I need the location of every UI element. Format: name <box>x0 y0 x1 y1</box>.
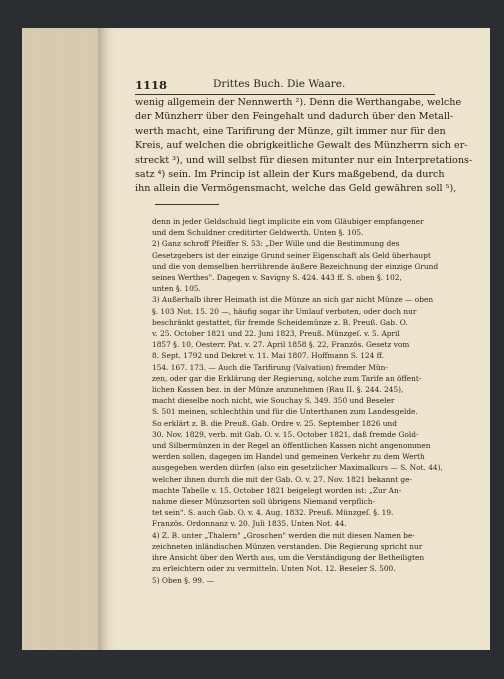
footnote-line: 1857 §. 10, Oesterr. Pat. v. 27. April 1858 §. 22, Französ. Gesetz vom <box>152 340 410 350</box>
footnote-line: machte Tabelle v. 15. October 1821 beigelegt worden ist: „Zur An- <box>152 485 402 495</box>
body-line: der Münzherr über den Feingehalt und dadurch über den Metall- <box>135 111 454 123</box>
body-line: streckt ³), und will selbst für diesen mitunter nur ein Interpretations- <box>135 154 473 166</box>
body-line: satz ⁴) sein. Im Princip ist allein der Kurs maßgebend, da durch <box>135 169 445 181</box>
header-rule <box>135 94 435 95</box>
footnote-line: und die von demselben herrührende äußere Bezeichnung der einzige Grund <box>152 261 439 271</box>
footnote-line: zen, oder gar die Erklärung der Regierung, solche zum Tarife an öffent- <box>152 373 422 383</box>
footnote-line: ihre Ansicht über den Werth aus, um die Verständigung der Betheiligten <box>152 553 425 563</box>
body-line: werth macht, eine Tarifirung der Münze, gilt immer nur für den <box>135 125 446 137</box>
footnote-line: beschränkt gestattet, für fremde Scheidemünze z. B. Preuß. Gab. O. <box>152 317 408 327</box>
footnote-line: v. 25. October 1821 und 22. Juni 1823, Preuß. Münzgeſ. v. 5. April <box>152 329 400 339</box>
footnote-line: unten §. 105. <box>152 284 201 294</box>
footnote-line: 30. Nov. 1829, verb. mit Gab. O. v. 15. October 1821, daß fremde Gold- <box>152 429 419 439</box>
footnote-line: 2) Ganz schroff Pfeiffer S. 53: „Der Wille und die Bestimmung des <box>152 239 400 249</box>
footnote-line: S. 501 meinen, schlechthin und für die Unterthanen zum Landesgelde. <box>152 407 418 417</box>
main-text <box>135 96 473 197</box>
page-number: 1118 <box>135 78 168 92</box>
footnote-line: 154. 167. 173. — Auch die Tarifirung (Valvation) fremder Mün- <box>152 362 388 372</box>
footnote-line: 5) Oben §. 99. — <box>152 575 215 585</box>
footnotes <box>152 216 460 586</box>
footnote-line: tet sein". S. auch Gab. O. v. 4. Aug. 1832. Preuß. Münzgeſ. §. 19. <box>152 508 394 518</box>
footnote-line: denn in jeder Geldschuld liegt implicite ein vom Gläubiger empfangener <box>152 217 424 226</box>
footnote-line: seines Werthes". Dagegen v. Savigny S. 424. 443 ff. S. oben §. 102, <box>152 273 402 283</box>
footnote-line: werden sollen, dagegen im Handel und gemeinen Verkehr zu dem Werth <box>152 452 425 462</box>
footnote-line: ausgegeben werden dürfen (also ein gesetzlicher Maximalkurs — S. Not. 44), <box>152 463 443 473</box>
running-head-title: Drittes Buch. Die Waare. <box>213 78 346 90</box>
body-line: wenig allgemein der Nennwerth ²). Denn die Werthangabe, welche <box>135 97 462 108</box>
footnote-line: Gesetzgebers ist der einzige Grund seiner Eigenschaft als Geld überhaupt <box>152 250 431 260</box>
footnote-line: 4) Z. B. unter „Thalern" „Groschen" werden die mit diesen Namen be- <box>152 530 415 540</box>
page-edges <box>22 28 99 650</box>
footnote-line: und dem Schuldner creditirter Geldwerth. Unten §. 105. <box>152 228 364 238</box>
footnote-line: zu erleichtern oder zu vermitteln. Unten Not. 12. Beseler S. 500. <box>152 564 396 574</box>
body-line: Kreis, auf welchen die obrigkeitliche Gewalt des Münzherrn sich er- <box>135 140 468 152</box>
footnote-line: 8. Sept. 1792 und Dekret v. 11. Mai 1807. Hoffmann S. 124 ff. <box>152 351 385 361</box>
footnote-rule <box>155 204 219 205</box>
footnote-line: So erklärt z. B. die Preuß. Gab. Ordre v. 25. September 1826 und <box>152 418 398 428</box>
footnote-line: nahme dieser Münzsorten soll übrigens Niemand verpflich- <box>152 497 376 507</box>
footnote-line: Französ. Ordonnanz v. 20. Juli 1835. Unten Not. 44. <box>152 519 347 529</box>
running-header <box>135 78 435 92</box>
body-line: ihn allein die Vermögensmacht, welche das Geld gewähren soll ⁵), <box>135 183 457 195</box>
footnote-line: macht dieselbe noch nicht, wie Souchay S. 349. 350 und Beseler <box>152 396 395 406</box>
footnote-line: 3) Außerhalb ihrer Heimath ist die Münze an sich gar nicht Münze — oben <box>152 295 434 305</box>
footnote-line: und Silbermünzen in der Regel an öffentlichen Kassen nicht angenommen <box>152 441 431 451</box>
footnote-line: lichen Kassen bez. in der Münze anzunehmen (Rau II. §. 244. 245), <box>152 385 404 395</box>
footnote-line: welcher ihnen durch die mit der Gab. O. v. 27. Nov. 1821 bekannt ge- <box>152 474 413 484</box>
footnote-line: zeichneten inländischen Münzen verstanden. Die Regierung spricht nur <box>152 541 423 551</box>
footnote-line: §. 103 Not. 15. 20 —, häufig sogar ihr Umlauf verboten, oder doch nur <box>152 306 417 316</box>
